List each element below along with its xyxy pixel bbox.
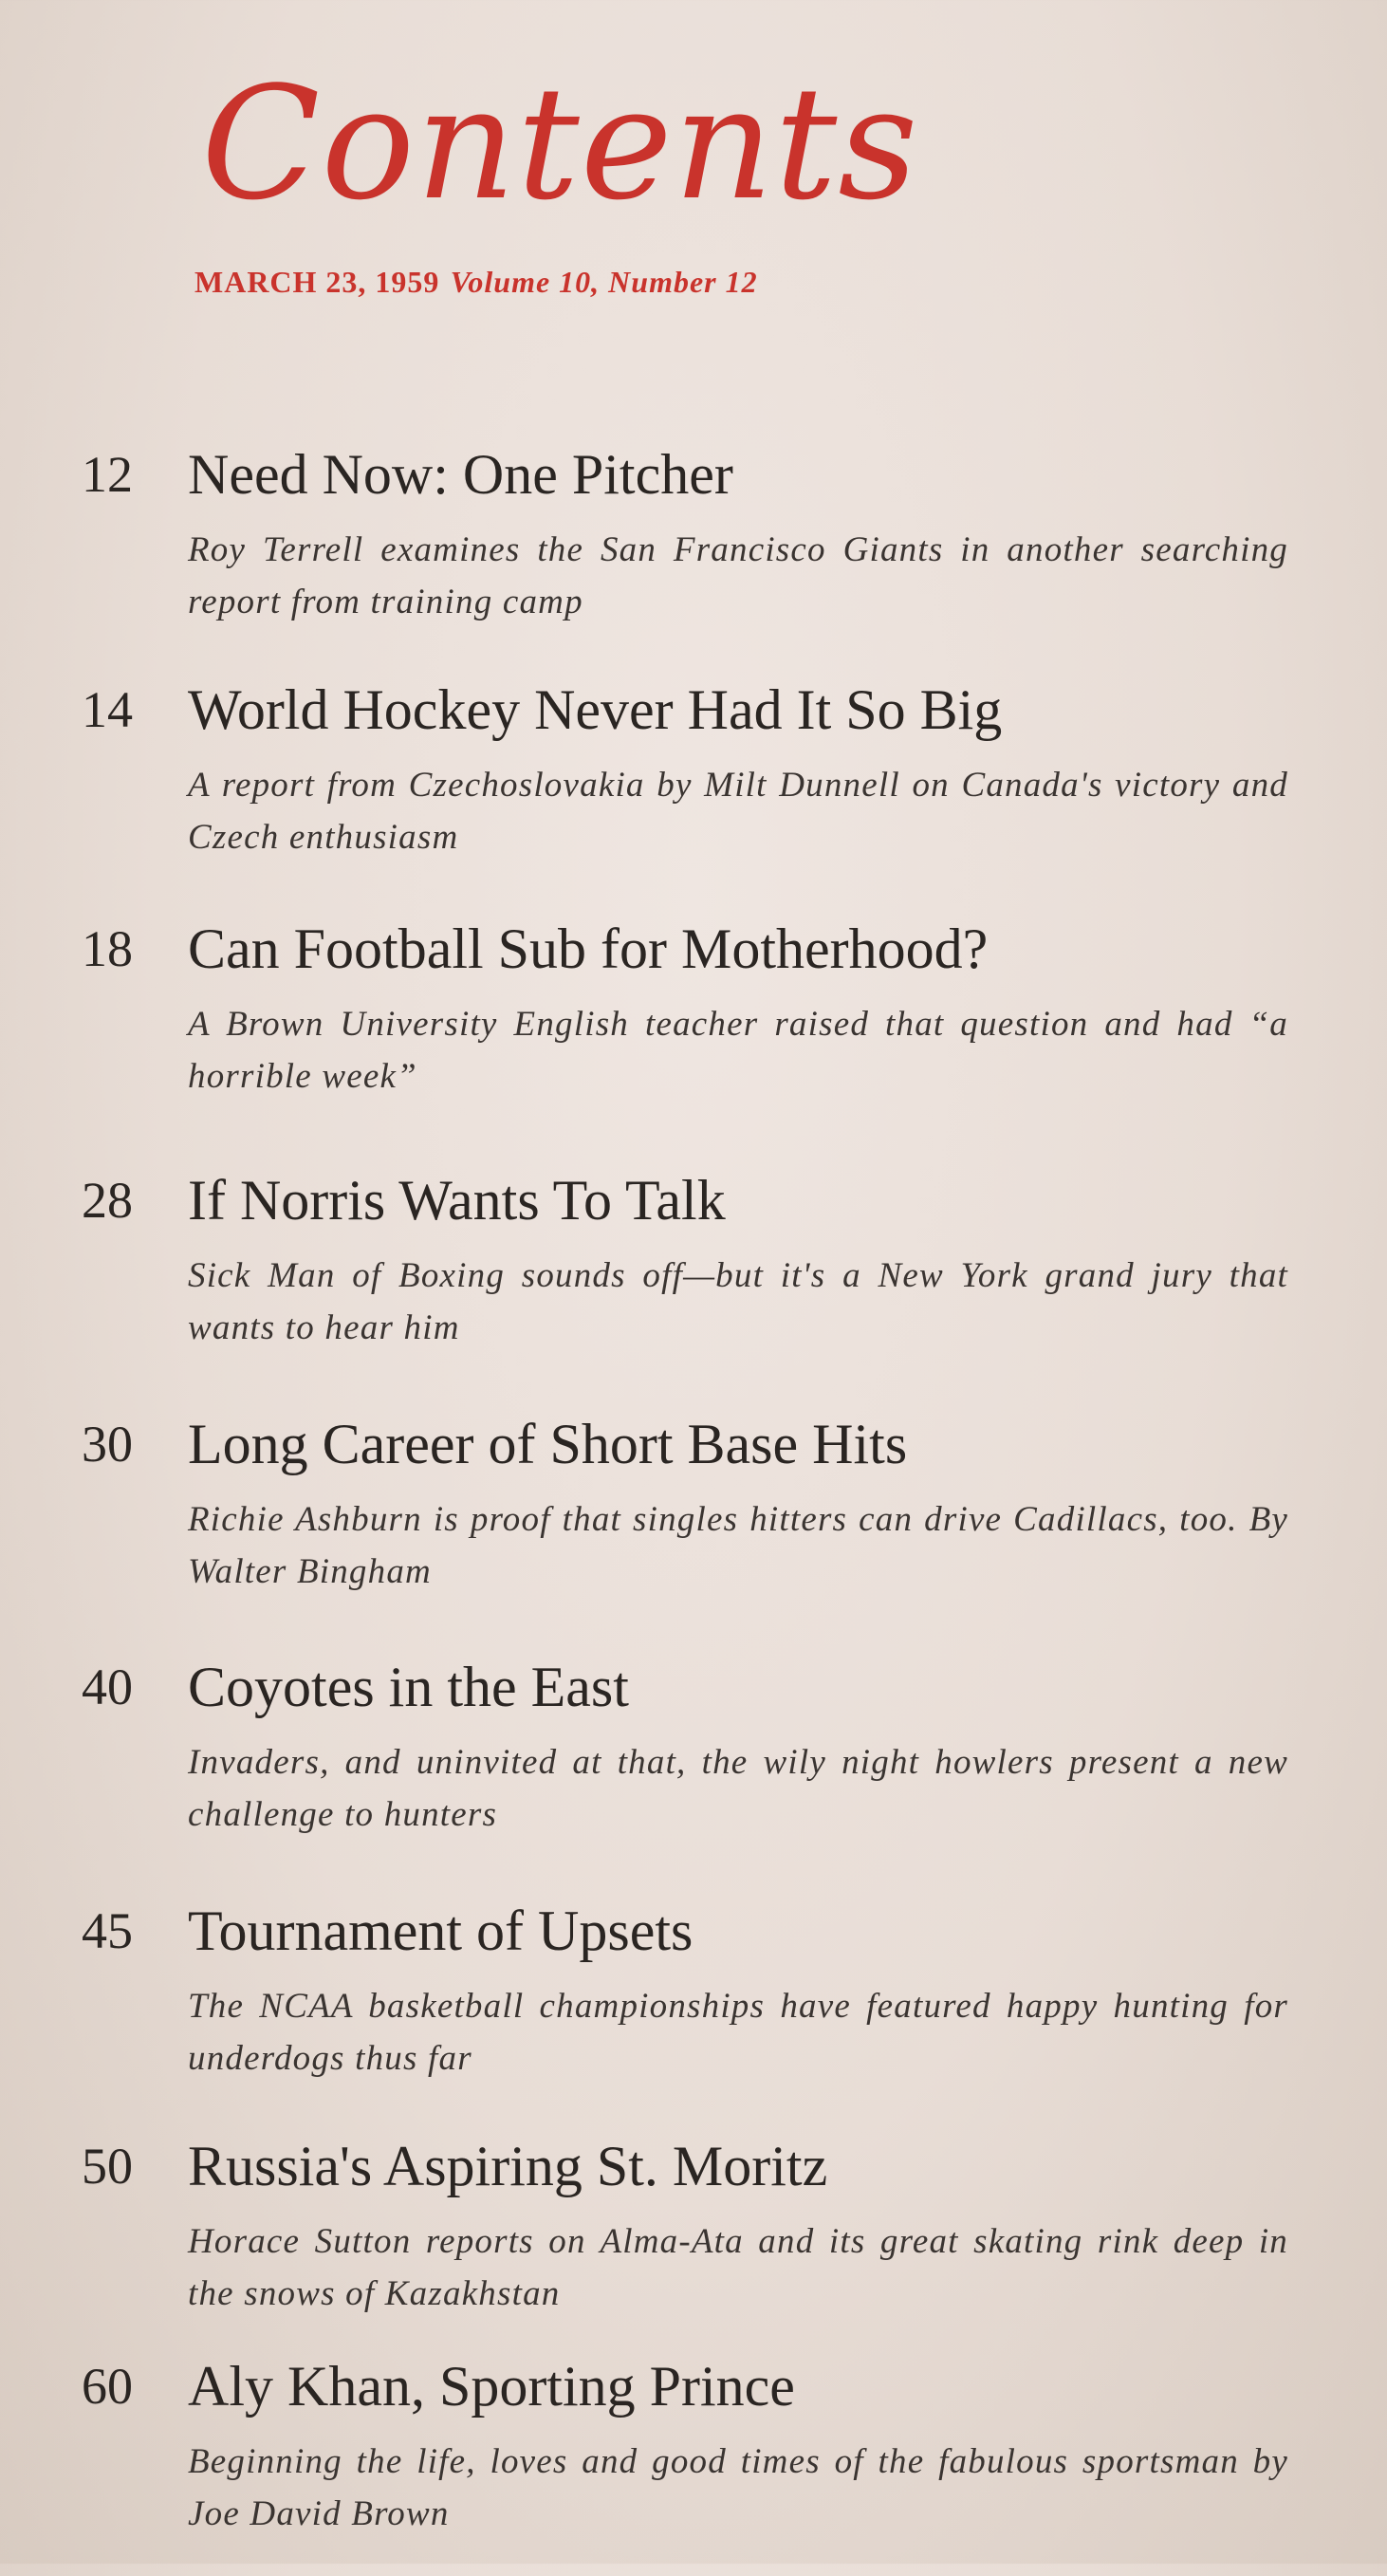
toc-entry[interactable] [0, 1656, 1387, 1877]
toc-entry[interactable] [0, 2355, 1387, 2576]
entry-headline[interactable]: Can Football Sub for Motherhood? [188, 917, 989, 980]
entry-headline[interactable]: Russia's Aspiring St. Moritz [188, 2135, 828, 2197]
issue-volume: Volume 10, Number 12 [450, 265, 758, 299]
entry-description: Beginning the life, loves and good times of the fabulous sportsman by Joe David Brown [188, 2442, 1288, 2533]
entry-headline[interactable]: Need Now: One Pitcher [188, 443, 733, 506]
contents-title: Contents [201, 53, 919, 234]
entry-page-number: 60 [82, 2358, 133, 2415]
entry-description: Sick Man of Boxing sounds off—but it's a New York grand jury that wants to hear him [188, 1256, 1288, 1347]
entry-page-number: 50 [82, 2138, 133, 2195]
entry-description: Invaders, and uninvited at that, the wily night howlers present a new challenge to hunters [188, 1743, 1288, 1834]
entry-description: The NCAA basketball championships have featured happy hunting for underdogs thus far [188, 1987, 1288, 2078]
entry-page-number: 14 [82, 681, 133, 738]
toc-entry[interactable] [0, 443, 1387, 664]
entry-headline[interactable]: Long Career of Short Base Hits [188, 1413, 908, 1475]
entry-headline[interactable]: Coyotes in the East [188, 1656, 629, 1718]
toc-entry[interactable] [0, 917, 1387, 1139]
toc-entry[interactable] [0, 1902, 1387, 2121]
toc-entry[interactable] [0, 678, 1387, 899]
entry-description: A report from Czechoslovakia by Milt Dunnell on Canada's victory and Czech enthusiasm [188, 766, 1288, 857]
entry-page-number: 18 [82, 920, 133, 977]
entry-page-number: 12 [82, 446, 133, 503]
entry-headline[interactable]: Aly Khan, Sporting Prince [188, 2355, 795, 2418]
toc-entry[interactable] [0, 1413, 1387, 1634]
entry-description: A Brown University English teacher raised that question and had “a horrible week” [188, 1005, 1288, 1096]
entry-headline[interactable]: Tournament of Upsets [188, 1900, 694, 1962]
issue-date: MARCH 23, 1959 [194, 265, 440, 299]
entry-page-number: 45 [82, 1902, 133, 1959]
entry-page-number: 30 [82, 1416, 133, 1473]
entry-description: Roy Terrell examines the San Francisco Giants in another searching report from training camp [188, 530, 1288, 621]
toc-entry[interactable] [0, 2135, 1387, 2356]
entry-description: Horace Sutton reports on Alma-Ata and its great skating rink deep in the snows of Kazakhstan [188, 2222, 1288, 2313]
toc-entry[interactable] [0, 1169, 1387, 1390]
entry-page-number: 28 [82, 1172, 133, 1229]
entry-headline[interactable]: If Norris Wants To Talk [188, 1169, 726, 1232]
entry-page-number: 40 [82, 1659, 133, 1715]
issue-dateline [194, 264, 758, 300]
entry-headline[interactable]: World Hockey Never Had It So Big [188, 678, 1003, 741]
entry-description: Richie Ashburn is proof that singles hitters can drive Cadillacs, too. By Walter Bingham [188, 1500, 1288, 1591]
